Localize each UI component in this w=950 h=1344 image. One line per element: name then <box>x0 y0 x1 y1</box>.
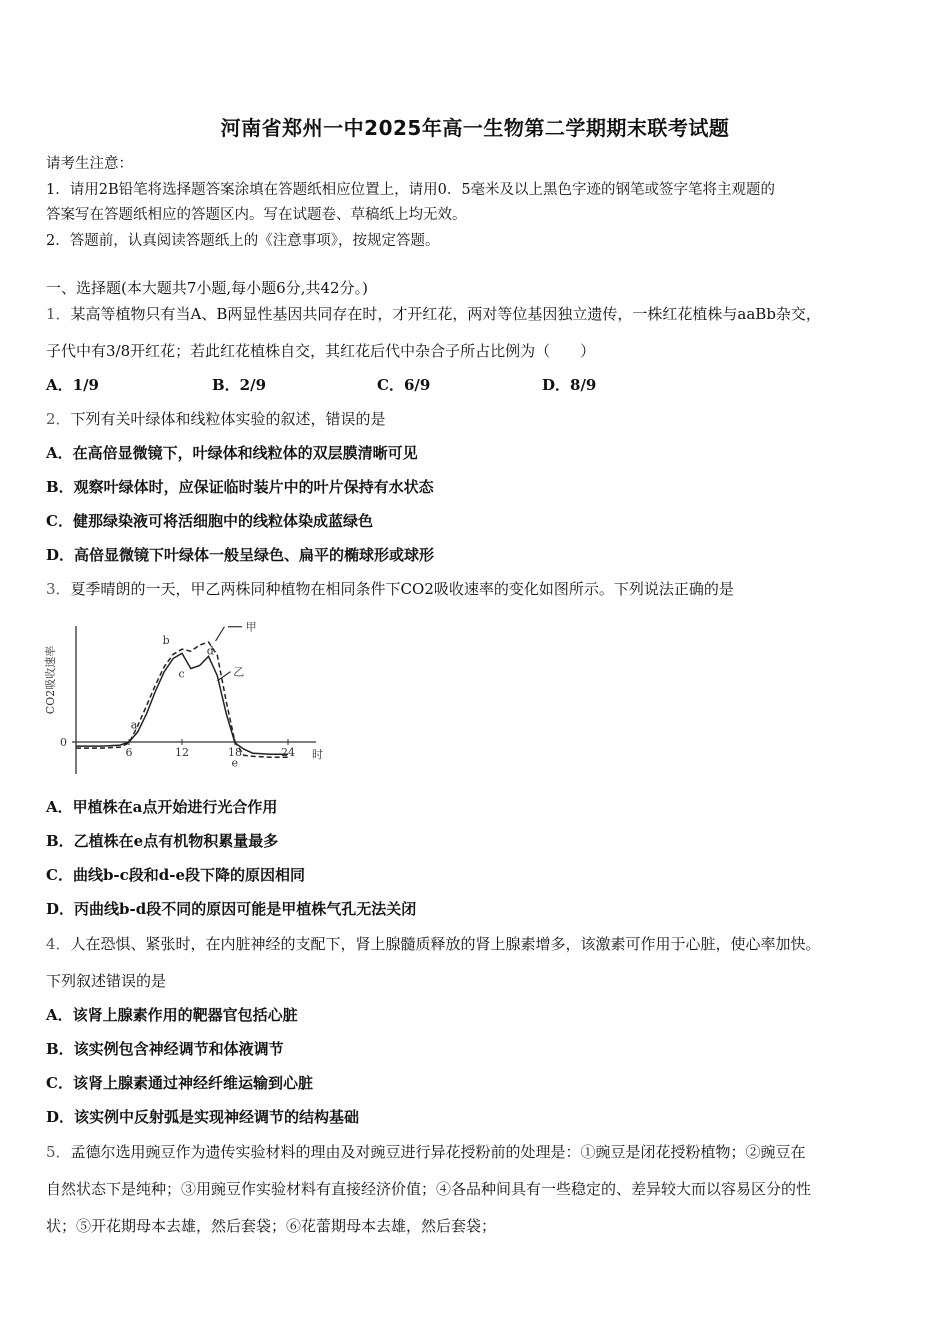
q1-option-a[interactable]: A．1/9 <box>46 376 99 394</box>
x-tick-label: 24 <box>281 746 295 759</box>
x-tick-label: 12 <box>175 746 189 759</box>
y-tick-label: 0 <box>60 736 67 749</box>
notice-line: 2．答题前，认真阅读答题纸上的《注意事项》，按规定答题。 <box>46 233 440 249</box>
q1-option-b[interactable]: B．2/9 <box>212 376 267 394</box>
question-1-stem <box>46 303 821 324</box>
page-title: 河南省郑州一中2025年高一生物第二学期期末联考试题 <box>220 116 730 140</box>
q3-option-d[interactable]: D．丙曲线b-d段不同的原因可能是甲植株气孔无法关闭 <box>46 900 417 918</box>
q2-option-d[interactable]: D．高倍显微镜下叶绿体一般呈绿色、扁平的椭球形或球形 <box>46 546 435 564</box>
q4-option-c[interactable]: C．该肾上腺素通过神经纤维运输到心脏 <box>46 1074 313 1092</box>
q1-option-c[interactable]: C．6/9 <box>377 376 431 394</box>
co2-chart-svg <box>46 618 336 778</box>
y-axis-label: CO2吸收速率 <box>44 645 57 715</box>
question-4-stem-cont: 下列叙述错误的是 <box>46 972 167 990</box>
q2-option-c[interactable]: C．健那绿染液可将活细胞中的线粒体染成蓝绿色 <box>46 512 373 530</box>
question-number: 3． <box>46 580 71 598</box>
co2-chart <box>46 618 336 778</box>
question-4-stem <box>46 933 821 954</box>
question-text: 夏季晴朗的一天，甲乙两株同种植物在相同条件下CO2吸收速率的变化如图所示。下列说法正确的是 <box>70 580 734 598</box>
q4-option-d[interactable]: D．该实例中反射弧是实现神经调节的结构基础 <box>46 1108 360 1126</box>
q1-option-d[interactable]: D．8/9 <box>542 376 597 394</box>
question-number: 1． <box>46 305 71 323</box>
question-2-stem <box>46 408 386 429</box>
q2-option-a[interactable]: A．在高倍显微镜下，叶绿体和线粒体的双层膜清晰可见 <box>46 444 418 462</box>
legend-pointer <box>217 672 230 681</box>
q4-option-b[interactable]: B．该实例包含神经调节和体液调节 <box>46 1040 284 1058</box>
point-label-a: a <box>130 718 138 732</box>
question-3-stem <box>46 578 734 599</box>
question-text: 人在恐惧、紧张时，在内脏神经的支配下，肾上腺髓质释放的肾上腺素增多，该激素可作用于心脏，使心率加快。 <box>70 935 821 953</box>
point-label-e: e <box>231 756 238 770</box>
q3-option-c[interactable]: C．曲线b-c段和d-e段下降的原因相同 <box>46 866 306 884</box>
question-text: 某高等植物只有当A、B两显性基因共同存在时，才开红花，两对等位基因独立遗传，一株红花植株与aaBb杂交， <box>70 305 821 323</box>
legend-pointer <box>216 627 225 641</box>
question-number: 5． <box>46 1143 71 1161</box>
notice-line: 答案写在答题纸相应的答题区内。写在试题卷、草稿纸上均无效。 <box>46 207 467 223</box>
legend-label-yi: 乙 <box>233 665 245 679</box>
question-text: 下列有关叶绿体和线粒体实验的叙述，错误的是 <box>70 410 386 428</box>
question-5-stem <box>46 1141 806 1162</box>
x-tick-label: 6 <box>125 746 133 759</box>
question-5-stem-cont: 状；⑤开花期母本去雄，然后套袋；⑥花蕾期母本去雄，然后套袋； <box>46 1217 497 1235</box>
point-label-d: d <box>206 644 214 658</box>
point-label-c: c <box>178 667 185 681</box>
question-text: 孟德尔选用豌豆作为遗传实验材料的理由及对豌豆进行异花授粉前的处理是：①豌豆是闭花授粉植物；②豌豆在 <box>70 1143 806 1161</box>
question-number: 2． <box>46 410 71 428</box>
x-axis-label: 时 <box>312 748 323 761</box>
q3-option-a[interactable]: A．甲植株在a点开始进行光合作用 <box>46 798 278 816</box>
legend-label-jia: 甲 <box>245 620 257 634</box>
point-label-b: b <box>162 634 170 648</box>
question-1-stem-cont: 子代中有3/8开红花；若此红花植株自交，其红花后代中杂合子所占比例为（ ） <box>46 342 596 360</box>
question-number: 4． <box>46 935 71 953</box>
x-tick-label: 18 <box>228 746 242 759</box>
q3-option-b[interactable]: B．乙植株在e点有机物积累量最多 <box>46 832 279 850</box>
q2-option-b[interactable]: B．观察叶绿体时，应保证临时装片中的叶片保持有水状态 <box>46 478 434 496</box>
notice-heading: 请考生注意： <box>46 156 133 172</box>
section-heading: 一、选择题(本大题共7小题,每小题6分,共42分。) <box>46 279 368 297</box>
q4-option-a[interactable]: A．该肾上腺素作用的靶器官包括心脏 <box>46 1006 298 1024</box>
notice-line: 1．请用2B铅笔将选择题答案涂填在答题纸相应位置上，请用0．5毫米及以上黑色字迹的钢笔或签字笔将主观题的 <box>46 182 776 198</box>
question-5-stem-cont: 自然状态下是纯种；③用豌豆作实验材料有直接经济价值；④各品种间具有一些稳定的、差异较大而以容易区分的性 <box>46 1180 812 1198</box>
